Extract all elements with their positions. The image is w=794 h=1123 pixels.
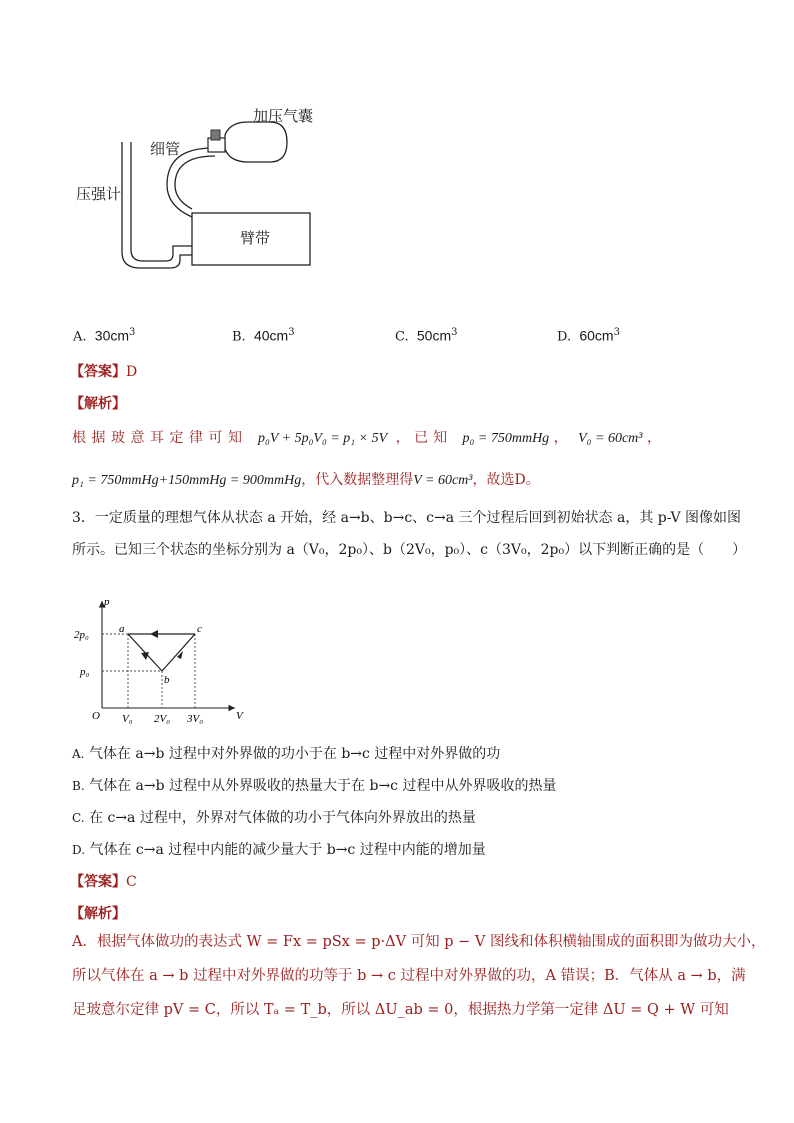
pv-graph [70,595,250,730]
answer-value: D [126,364,138,380]
q3-answer [70,871,137,891]
q3-analysis-line3: 足玻意尔定律 pV = C，所以 Tₐ = T_b，所以 ΔU_ab = 0，根据热力学第一定律 ΔU = Q + W 可知 [72,1002,729,1018]
q2-option-d[interactable]: D. $60cm^3$ [557,327,620,345]
tick-3v0: 3V₀ [187,713,204,725]
q2-option-c[interactable]: C. $50cm^3$ [395,327,458,345]
tick-v0: V₀ [122,713,133,725]
point-a: a [119,623,125,635]
q2-option-b[interactable]: B. $40cm^3$ [232,327,295,345]
tick-2p0: 2p₀ [74,629,89,641]
answer-tag: 【答案】 [70,364,126,380]
p-axis-label: p [104,596,110,608]
q3-option-d[interactable]: D. 气体在 c→a 过程中内能的减少量大于 b→c 过程中内能的增加量 [72,842,486,858]
process-bc [162,634,195,671]
tick-2v0: 2V₀ [154,713,171,725]
gauge-label: 压强计 [76,185,122,203]
q3-option-a[interactable]: A. 气体在 a→b 过程中对外界做的功小于在 b→c 过程中对外界做的功 [72,746,501,762]
q3-analysis-line2: 所以气体在 a → b 过程中对外界做的功等于 b → c 过程中对外界做的功，A 错误；B．气体从 a → b，满 [72,968,746,984]
q2-analysis-line2: p₁ = 750mmHg+150mmHg = 900mmHg，代入数据整理得V = 60cm³，故选D。 [72,472,540,488]
q3-analysis-tag: 【解析】 [70,906,126,922]
balloon-label: 加压气囊 [253,107,314,125]
q2-option-a[interactable]: A. $30cm^3$ [73,327,136,345]
v-axis-label: V [236,710,243,722]
q3-analysis-line1: A．根据气体做功的表达式 W = Fx = pSx = p·ΔV 可知 p − V 图线和体积横轴围成的面积即为做功大小， [72,934,766,950]
answer-tag: 【答案】 [70,874,126,890]
origin-label: O [92,710,100,722]
q2-analysis-line1: 根据玻意耳定律可知 p₀V + 5p₀V₀ = p₁ × 5V ， 已知 p₀ = 750mmHg ， V₀ = 60cm³ ， [72,430,661,446]
tick-p0: p₀ [80,666,90,678]
q2-analysis-tag: 【解析】 [70,396,126,412]
q3-stem-line1: 3．一定质量的理想气体从状态 a 开始，经 a→b、b→c、c→a 三个过程后回到初始状态 a，其 p-V 图像如图 [72,510,742,526]
cuff-label: 臂带 [240,229,271,247]
q3-option-c[interactable]: C. 在 c→a 过程中，外界对气体做的功小于气体向外界放出的热量 [72,810,476,826]
q3-stem-line2: 所示。已知三个状态的坐标分别为 a（V₀，2p₀）、b（2V₀，p₀）、c（3V₀，2p₀）以下判断正确的是（ ） [72,542,747,558]
point-b: b [164,674,170,686]
answer-value: C [126,874,137,890]
q3-option-b[interactable]: B. 气体在 a→b 过程中从外界吸收的热量大于在 b→c 过程中从外界吸收的热量 [72,778,557,794]
q2-answer [70,361,137,381]
point-c: c [197,623,202,635]
tube-label: 细管 [150,140,181,158]
